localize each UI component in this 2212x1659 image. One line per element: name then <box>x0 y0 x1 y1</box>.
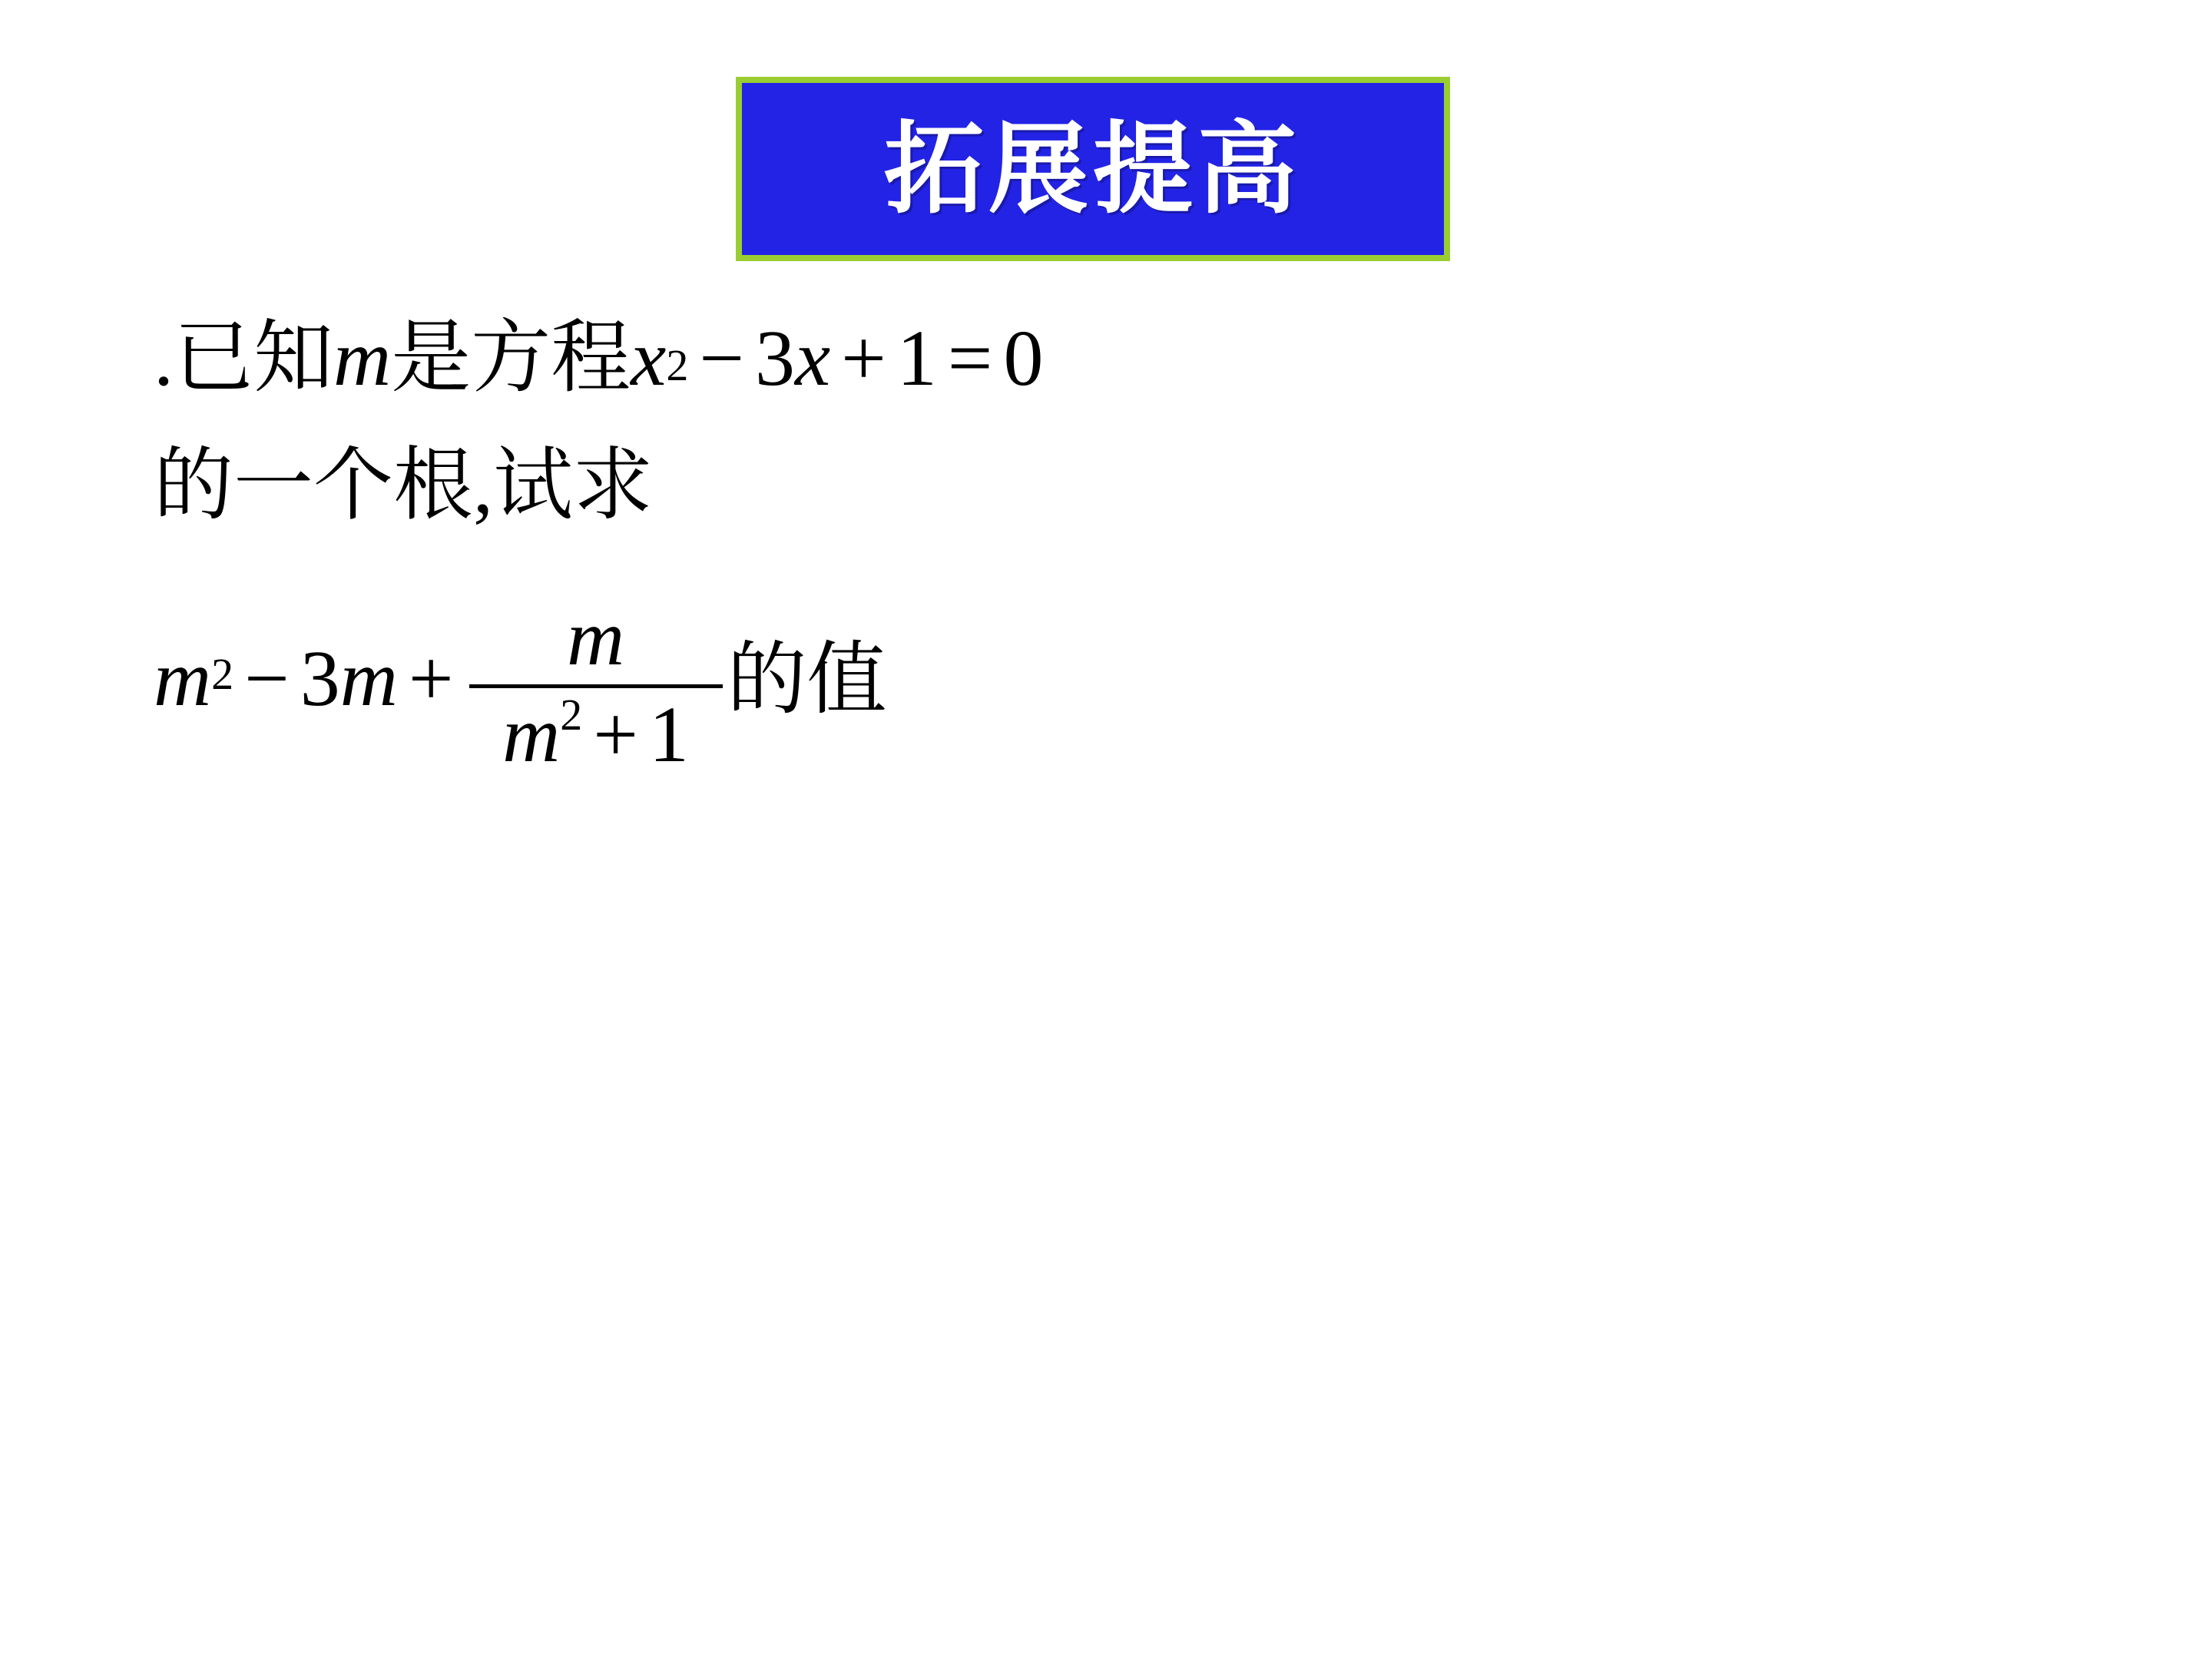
line1-cjk-b: 是方程 <box>391 310 631 404</box>
line1-var-x: x <box>631 314 667 402</box>
denominator-var-m: m <box>502 690 561 780</box>
fraction <box>469 594 723 780</box>
line1-one: 1 <box>896 314 937 402</box>
line3-var-m2: m <box>339 634 398 724</box>
line3-plus: + <box>408 634 454 724</box>
title-banner <box>736 77 1450 261</box>
denominator-plus: + <box>593 690 638 780</box>
denominator-exponent: 2 <box>560 689 583 740</box>
line3-coefficient-3: 3 <box>300 634 340 724</box>
line1-var-x2: x <box>794 314 831 402</box>
line1-cjk-a: 已知 <box>174 310 334 404</box>
line3-var-m: m <box>154 634 212 724</box>
line1-var-m: m <box>333 314 392 402</box>
fraction-denominator <box>488 689 703 780</box>
line2-comma: , <box>473 442 494 530</box>
line3-tail-text: 的值 <box>727 631 887 726</box>
title-text: 拓展提高 <box>883 111 1302 227</box>
line2-text-a: 的一个根 <box>154 438 474 531</box>
fraction-bar <box>469 684 723 688</box>
line1-plus: + <box>841 314 886 402</box>
line1-equals: = <box>947 314 993 402</box>
fraction-numerator: m <box>566 594 625 682</box>
problem-line-3: m $^2$ − 3 m + m $m^2 + 1$ 的值 <box>154 594 887 780</box>
line1-zero: 0 <box>1003 314 1044 402</box>
line1-coefficient-3: 3 <box>754 314 795 402</box>
problem-line-2 <box>154 435 2074 535</box>
problem-line-1: . 已知 m 是方程 x $^2$ − 3 x + 1 = 0 <box>154 307 2074 407</box>
line1-minus: − <box>699 314 744 402</box>
line2-text-b: 试求 <box>493 438 654 531</box>
line3-minus: − <box>244 634 290 724</box>
lead-punct: . <box>154 314 174 402</box>
denominator-one: 1 <box>648 690 689 780</box>
problem-body <box>154 307 2074 780</box>
